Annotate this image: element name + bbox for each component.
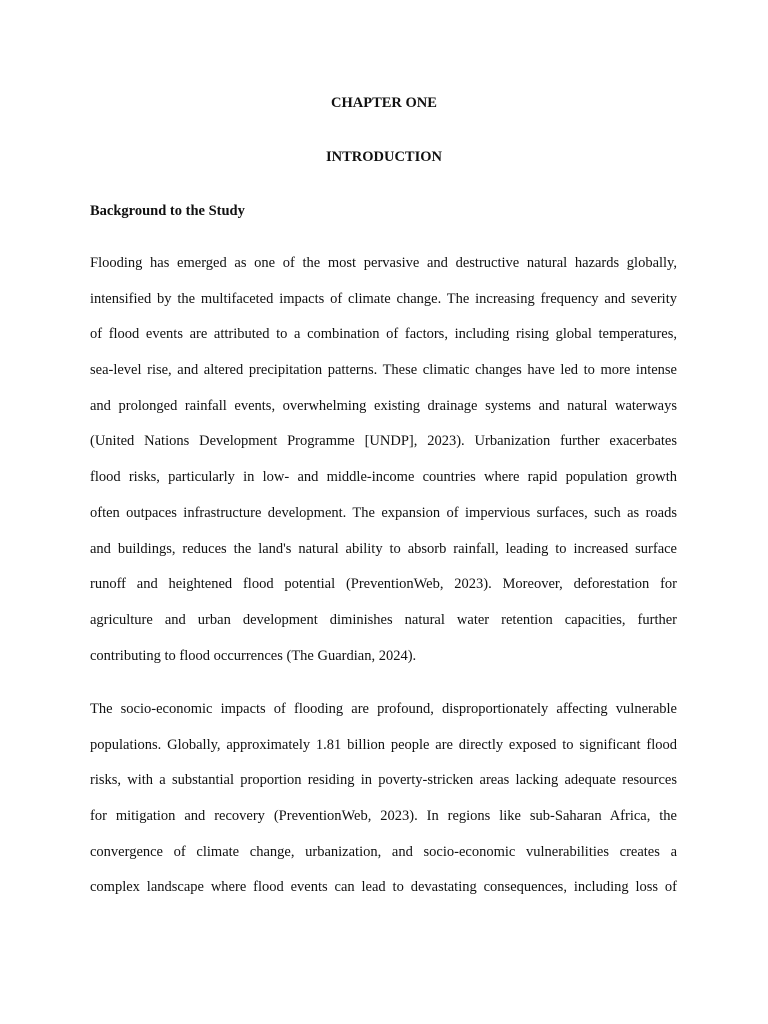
paragraph-line: contributing to flood occurrences (The Guardian, 2024). — [90, 647, 417, 664]
paragraph-line: convergence of climate change, urbanization, and socio-economic vulnerabilities creates a — [90, 843, 677, 860]
paragraph-line: agriculture and urban development diminishes natural water retention capacities, further — [90, 611, 677, 628]
paragraph-line: sea-level rise, and altered precipitation patterns. These climatic changes have led to more intense — [90, 362, 677, 379]
paragraph-line: runoff and heightened flood potential (PreventionWeb, 2023). Moreover, deforestation for — [90, 576, 677, 593]
paragraph-line: complex landscape where flood events can lead to devastating consequences, including loss of — [90, 879, 677, 896]
paragraph-line: (United Nations Development Programme [UNDP], 2023). Urbanization further exacerbates — [90, 433, 677, 450]
paragraph-line: populations. Globally, approximately 1.81 billion people are directly exposed to significant flood — [90, 736, 677, 753]
paragraph-line: often outpaces infrastructure development. The expansion of impervious surfaces, such as roads — [90, 504, 677, 521]
paragraph-line: flood risks, particularly in low- and middle-income countries where rapid population growth — [90, 469, 677, 486]
subsection-heading: Background to the Study — [90, 203, 245, 219]
paragraph-line: for mitigation and recovery (PreventionWeb, 2023). In regions like sub-Saharan Africa, the — [90, 808, 677, 825]
paragraph-1 — [90, 246, 677, 674]
paragraph-line: intensified by the multifaceted impacts of climate change. The increasing frequency and severity — [90, 290, 677, 307]
chapter-title: CHAPTER ONE — [331, 95, 437, 111]
paragraph-line: risks, with a substantial proportion residing in poverty-stricken areas lacking adequate resources — [90, 772, 677, 789]
section-title: INTRODUCTION — [325, 149, 442, 165]
paragraph-line: Flooding has emerged as one of the most pervasive and destructive natural hazards globally, — [90, 255, 677, 271]
paragraph-line: of flood events are attributed to a combination of factors, including rising global temperatures, — [90, 326, 677, 343]
paragraph-line: The socio-economic impacts of flooding are profound, disproportionately affecting vulnerable — [90, 701, 677, 717]
paragraph-2 — [90, 692, 677, 906]
paragraph-line: and prolonged rainfall events, overwhelming existing drainage systems and natural waterways — [90, 397, 677, 414]
paragraph-line: and buildings, reduces the land's natural ability to absorb rainfall, leading to increased surface — [90, 540, 677, 557]
